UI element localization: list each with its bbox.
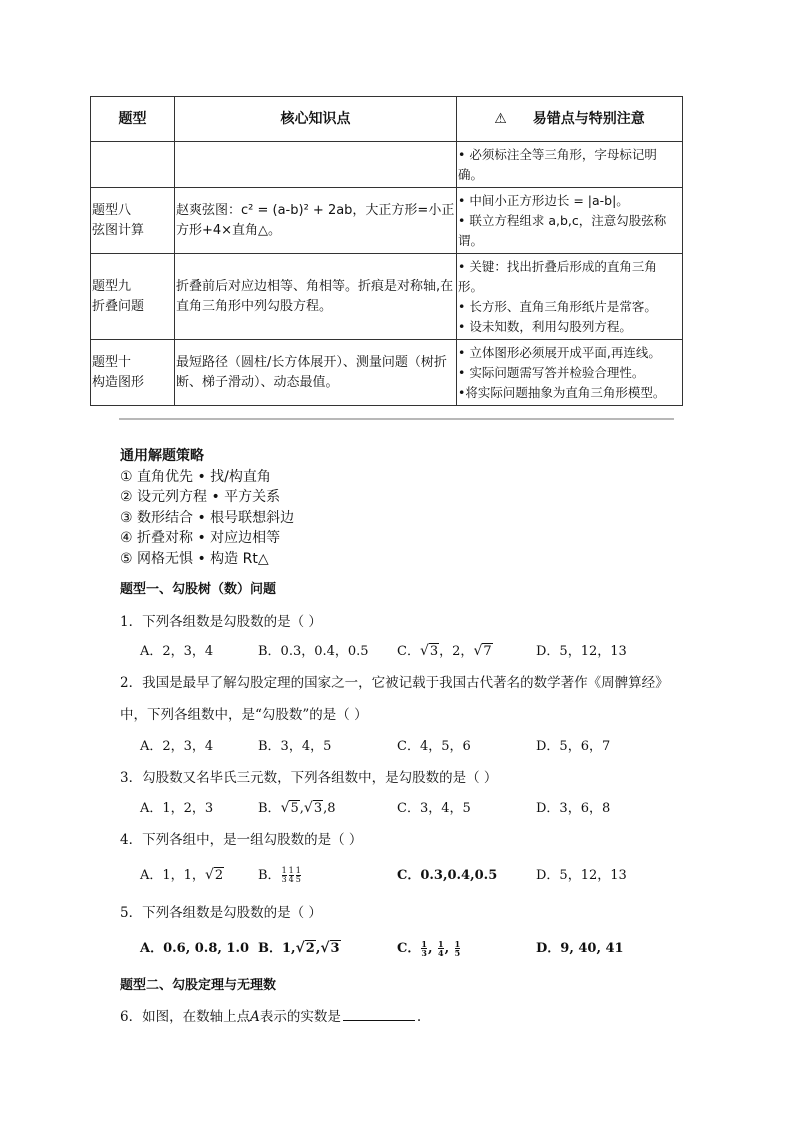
table-header-row (91, 97, 683, 142)
note-line: • 中间小正方形边长 = |a-b|。 (458, 192, 629, 208)
option-d: D．3，6，8 (536, 801, 611, 816)
stem-text: . (416, 1009, 422, 1025)
knowledge-cell: 折叠前后对应边相等、角相等。折痕是对称轴,在直角三角形中列勾股方程。 (175, 254, 457, 340)
note-line: • 长方形、直角三角形纸片是常客。 (458, 298, 657, 314)
knowledge-cell: 赵爽弦图：c² = (a-b)² + 2ab，大正方形=小正方形+4×直角△。 (175, 188, 457, 254)
header-type: 题型 (91, 97, 175, 142)
question-stem: 1．下列各组数是勾股数的是（ ） (120, 614, 322, 630)
type-name: 题型八 (92, 202, 132, 218)
knowledge-cell: 最短路径（圆柱/长方体展开）、测量问题（树折断、梯子滑动）、动态最值。 (175, 340, 457, 406)
strategy-item: ② 设元列方程 • 平方关系 (120, 489, 281, 505)
type-subject: 弦图计算 (92, 222, 145, 238)
section-title: 题型一、勾股树（数）问题 (120, 582, 277, 597)
header-notes (457, 97, 683, 142)
radical-icon: √ (295, 940, 305, 956)
radicand: 3 (429, 644, 439, 659)
sqrt-expression (473, 643, 492, 659)
strategy-item: ③ 数形结合 • 根号联想斜边 (120, 509, 295, 526)
radical-icon: √ (320, 940, 330, 956)
radical-icon: √ (473, 643, 483, 659)
type-subject: 折叠问题 (92, 298, 145, 314)
header-knowledge: 核心知识点 (175, 97, 457, 142)
sqrt-expression (281, 800, 300, 816)
option-d: D．9, 40, 41 (536, 941, 624, 956)
radicand: 2 (214, 868, 224, 883)
table-row (91, 340, 683, 406)
option-d: D．5，12，13 (536, 644, 627, 659)
notes-cell (457, 254, 683, 340)
type-cell (91, 188, 175, 254)
type-subject: 构造图形 (92, 374, 145, 390)
type-name: 题型九 (92, 278, 132, 294)
sqrt-expression (205, 867, 224, 883)
question-options (140, 937, 700, 959)
type-cell (91, 142, 175, 188)
radicand: 5 (290, 801, 299, 816)
option-text: ,8 (323, 801, 336, 816)
notes-cell (457, 340, 683, 406)
option-text: ，2， (439, 644, 474, 659)
option-b (258, 937, 341, 956)
radical-icon: √ (303, 800, 313, 816)
question-stem: 4．下列各组中，是一组勾股数的是（ ） (120, 832, 363, 848)
option-label: B． (258, 801, 281, 816)
stem-text: 6．如图，在数轴上点 (120, 1009, 251, 1025)
warning-icon: ⚠ (494, 111, 507, 127)
question-stem-continued: 中，下列各组数中，是“勾股数”的是（ ） (120, 707, 368, 723)
question-stem: 5．下列各组数是勾股数的是（ ） (120, 905, 322, 921)
strategy-item: ④ 折叠对称 • 对应边相等 (120, 530, 281, 546)
option-c: C．3，4，5 (397, 801, 471, 816)
radicand: 3 (330, 941, 340, 956)
question-options (140, 640, 700, 662)
fraction: $\frac{1}{4}$ (288, 866, 294, 884)
option-c: C．4，5，6 (397, 739, 471, 754)
strategy-item: ⑤ 网格无惧 • 构造 Rt△ (120, 550, 269, 567)
option-d: D．5，6，7 (536, 739, 611, 754)
type-name: 题型十 (92, 354, 132, 370)
header-notes-label: 易错点与特别注意 (532, 111, 645, 127)
option-a: A．1，2，3 (140, 801, 214, 816)
strategy-block (120, 446, 294, 569)
table-row (91, 142, 683, 188)
point-label: A (250, 1009, 260, 1025)
option-b (258, 864, 302, 884)
option-text: , (299, 801, 304, 816)
knowledge-cell (175, 142, 457, 188)
radicand: 2 (305, 941, 315, 956)
radicand: 7 (483, 644, 492, 659)
option-label: A．1，1， (140, 868, 205, 883)
option-a: A．0.6, 0.8, 1.0 (140, 941, 250, 956)
question-options (140, 864, 700, 886)
option-d: D．5，12，13 (536, 868, 627, 883)
sqrt-expression (304, 800, 323, 816)
sqrt-expression (296, 940, 316, 956)
stem-text: 表示的实数是 (259, 1009, 341, 1025)
option-text: , (315, 941, 321, 956)
type-cell (91, 254, 175, 340)
option-c: C．0.3,0.4,0.5 (397, 868, 498, 883)
sqrt-expression (320, 940, 340, 956)
option-b: B．0.3，0.4，0.5 (258, 644, 369, 659)
notes-cell (457, 142, 683, 188)
option-a: A．2，3，4 (140, 739, 214, 754)
radical-icon: √ (204, 867, 214, 883)
question-stem (120, 1005, 421, 1025)
fraction: $\frac{1}{5}$ (454, 939, 461, 958)
strategy-title: 通用解题策略 (120, 448, 204, 464)
type-cell (91, 340, 175, 406)
radical-icon: √ (419, 643, 429, 659)
radical-icon: √ (280, 800, 290, 816)
note-line: • 立体图形必须展开成平面,再连线。 (458, 344, 661, 360)
note-line: • 实际问题需写答并检验合理性。 (458, 364, 645, 380)
section-title: 题型二、勾股定理与无理数 (120, 978, 277, 993)
table-row (91, 188, 683, 254)
question-stem: 3．勾股数又名毕氏三元数，下列各组数中，是勾股数的是（ ） (120, 770, 498, 786)
option-c: C． $\frac{1}{3}$ , $\frac{1}{4}$ , $\frac{1}{5}$ (397, 939, 461, 958)
option-label: C． (397, 941, 421, 956)
option-label: B．1, (258, 941, 296, 956)
note-line: • 必须标注全等三角形，字母标记明确。 (458, 146, 657, 182)
fraction: $\frac{1}{5}$ (295, 866, 301, 884)
section-divider (119, 418, 674, 420)
option-a: A．2，3，4 (140, 644, 214, 659)
option-label: B． (258, 868, 281, 883)
notes-cell (457, 188, 683, 254)
strategy-item: ① 直角优先 • 找/构直角 (120, 468, 271, 485)
fraction: $\frac{1}{4}$ (438, 939, 444, 958)
option-label: C． (397, 644, 420, 659)
answer-blank[interactable] (343, 1008, 415, 1021)
fraction: $\frac{1}{3}$ (421, 939, 427, 958)
note-line: • 设未知数，利用勾股列方程。 (458, 318, 632, 334)
table-row (91, 254, 683, 340)
note-line: • 关键：找出折叠后形成的直角三角形。 (458, 258, 657, 294)
radicand: 3 (313, 801, 323, 816)
option-b (258, 797, 336, 816)
option-c (397, 640, 493, 659)
option-a (140, 864, 224, 883)
question-options (140, 735, 700, 757)
sqrt-expression (420, 643, 439, 659)
option-b: B．3，4，5 (258, 739, 332, 754)
note-line: • 联立方程组求 a,b,c，注意勾股弦称谓。 (458, 212, 667, 248)
note-line: •将实际问题抽象为直角三角形模型。 (458, 384, 666, 400)
question-options (140, 797, 700, 819)
fraction: $\frac{1}{3}$ (281, 866, 287, 884)
summary-table (90, 96, 683, 406)
question-stem: 2．我国是最早了解勾股定理的国家之一，它被记载于我国古代著名的数学著作《周髀算经》 (120, 675, 669, 691)
